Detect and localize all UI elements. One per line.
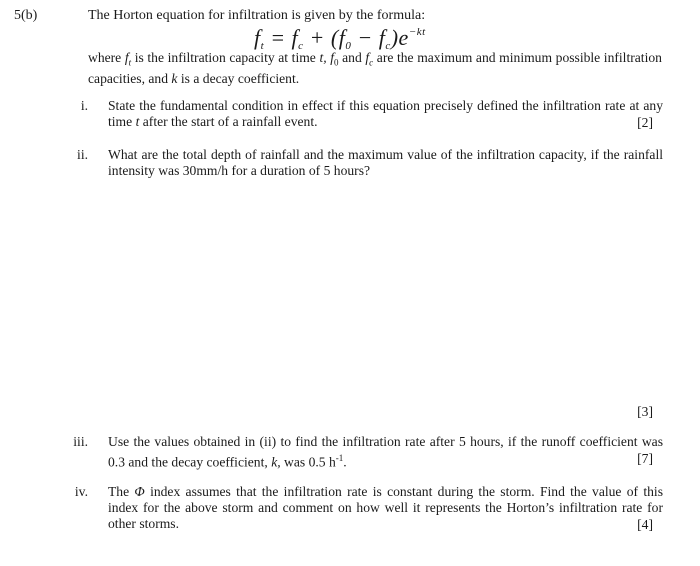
part-iv-text [108,484,663,532]
def-word: are the maximum and minimum possible infiltration capacities, and [88,50,662,86]
def-word: where [88,50,122,65]
eq-rhs-2-sub: 0 [345,40,352,52]
part-iii-text-c: . [343,454,347,470]
part-i-text-a: State the fundamental condition in effect if this equation precisely defined the infiltration rate at any time [108,98,663,129]
part-ii-number: ii. [77,147,88,162]
def-f0-sub: 0 [334,57,339,68]
part-iii-marks: [7] [637,451,653,466]
eq-lhs-sub: t [260,40,265,52]
part-ii-text: What are the total depth of rainfall and the maximum value of the infiltration capacity, if the rainfall intensity was 30mm/h for a duration of 5 hours? [108,147,663,178]
def-fc: f [365,50,370,65]
eq-rhs-1-sub: c [298,40,304,52]
question-title: The Horton equation for infiltration is given by the formula: [88,8,426,23]
part-i-text-b: after the start of a rainfall event. [142,114,318,129]
question-number: 5(b) [14,8,38,23]
part-iii-text-a: Use the values obtained in (ii) to find the infiltration rate after 5 hours, if the runoff coefficient was 0.3 and the decay coefficient, [108,434,663,470]
def-ft: f [124,50,129,65]
def-f0: f [330,50,335,65]
def-k: k [171,70,178,86]
def-word: is the infiltration capacity at time [134,50,316,65]
def-word: and [342,50,362,65]
part-iv-marks: [4] [637,517,653,532]
part-i-t: t [135,114,140,129]
part-iv-number: iv. [74,484,88,499]
part-iv-phi: Φ [134,484,145,499]
def-fc-sub: c [369,57,374,68]
eq-rhs-1: = f [270,25,299,50]
part-iii-number: iii. [73,434,88,449]
part-i-marks: [2] [637,115,653,130]
eq-lhs: f [254,25,261,50]
part-iv-text-a: The [108,484,130,499]
definition-paragraph [88,50,662,87]
def-word: is a decay coefficient. [180,70,300,86]
eq-rhs-2: + (f [309,25,346,50]
part-iii-sup: -1 [335,453,344,463]
part-iii-text [108,434,663,471]
part-i-text [108,98,663,130]
part-iii-k: k, [271,454,281,470]
def-t: t, [319,50,327,65]
eq-rhs-3: − f [357,25,386,50]
eq-rhs-3-sub: c [385,40,391,52]
eq-rhs-4-sup: −kt [408,26,426,38]
part-ii-marks: [3] [637,404,653,419]
part-i-number: i. [80,98,88,113]
eq-rhs-4: )e [390,25,409,50]
part-iv-text-b: index assumes that the infiltration rate is constant during the storm. Find the value of this index for the above storm and comment on how well it represents the Horton’s infiltration rate for other storms. [108,484,663,531]
part-iii-text-b: was 0.5 h [284,454,336,470]
def-ft-sub: t [128,57,132,68]
